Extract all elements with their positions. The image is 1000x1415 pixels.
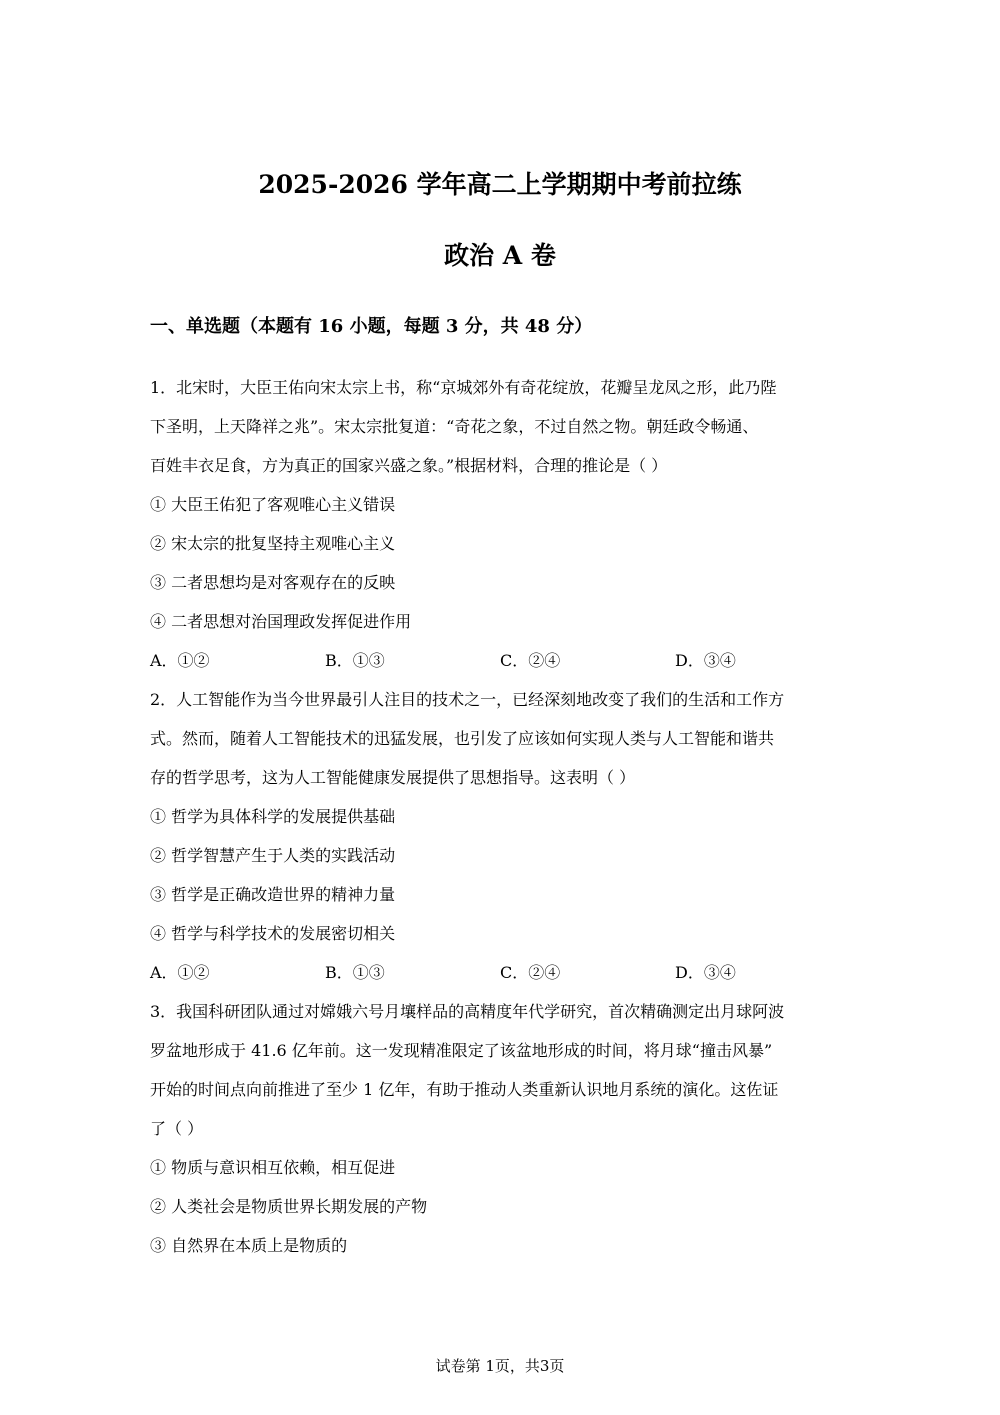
option-a: A．①② — [150, 963, 210, 982]
question-stem-line: 3．我国科研团队通过对嫦娥六号月壤样品的高精度年代学研究，首次精确测定出月球阿波 — [150, 1002, 785, 1021]
question-stem-line: 式。然而，随着人工智能技术的迅猛发展，也引发了应该如何实现人类与人工智能和谐共 — [150, 729, 775, 748]
answer-options — [150, 641, 850, 680]
statement-1: ① 大臣王佑犯了客观唯心主义错误 — [150, 495, 396, 514]
answer-options — [150, 953, 850, 992]
exam-subtitle: 政治 A 卷 — [444, 241, 556, 270]
statement-1: ① 物质与意识相互依赖，相互促进 — [150, 1158, 396, 1177]
question-stem-line: 下圣明，上天降祥之兆”。宋太宗批复道：“奇花之象，不过自然之物。朝廷政令畅通、 — [150, 417, 759, 436]
option-c: C．②④ — [500, 651, 561, 670]
page-footer: 试卷第 1页，共3页 — [435, 1357, 565, 1375]
statement-4: ④ 哲学与科学技术的发展密切相关 — [150, 924, 396, 943]
question-stem-line: 存的哲学思考，这为人工智能健康发展提供了思想指导。这表明（ ） — [150, 768, 636, 787]
statement-3: ③ 哲学是正确改造世界的精神力量 — [150, 885, 396, 904]
option-c: C．②④ — [500, 963, 561, 982]
question-stem-line: 了（ ） — [150, 1119, 204, 1138]
statement-3: ③ 自然界在本质上是物质的 — [150, 1236, 348, 1255]
statement-3: ③ 二者思想均是对客观存在的反映 — [150, 573, 396, 592]
statement-2: ② 哲学智慧产生于人类的实践活动 — [150, 846, 396, 865]
exam-title: 2025-2026 学年高二上学期期中考前拉练 — [258, 170, 742, 199]
statement-2: ② 宋太宗的批复坚持主观唯心主义 — [150, 534, 396, 553]
question-2 — [150, 680, 850, 992]
question-3 — [150, 992, 850, 1265]
section-heading: 一、单选题（本题有 16 小题，每题 3 分，共 48 分） — [150, 316, 593, 337]
option-a: A．①② — [150, 651, 210, 670]
option-b: B．①③ — [325, 963, 385, 982]
option-d: D．③④ — [675, 963, 736, 982]
statement-4: ④ 二者思想对治国理政发挥促进作用 — [150, 612, 412, 631]
question-1 — [150, 368, 850, 680]
option-b: B．①③ — [325, 651, 385, 670]
question-stem-line: 开始的时间点向前推进了至少 1 亿年，有助于推动人类重新认识地月系统的演化。这佐证 — [150, 1080, 779, 1099]
option-d: D．③④ — [675, 651, 736, 670]
question-stem-line: 2．人工智能作为当今世界最引人注目的技术之一，已经深刻地改变了我们的生活和工作方 — [150, 690, 785, 709]
question-stem-line: 罗盆地形成于 41.6 亿年前。这一发现精准限定了该盆地形成的时间，将月球“撞击风暴” — [150, 1041, 773, 1060]
question-list — [150, 368, 850, 1265]
question-stem-line: 1．北宋时，大臣王佑向宋太宗上书，称“京城郊外有奇花绽放，花瓣呈龙凤之形，此乃陛 — [150, 378, 777, 397]
question-stem-line: 百姓丰衣足食，方为真正的国家兴盛之象。”根据材料，合理的推论是（ ） — [150, 456, 668, 475]
statement-1: ① 哲学为具体科学的发展提供基础 — [150, 807, 396, 826]
statement-2: ② 人类社会是物质世界长期发展的产物 — [150, 1197, 428, 1216]
